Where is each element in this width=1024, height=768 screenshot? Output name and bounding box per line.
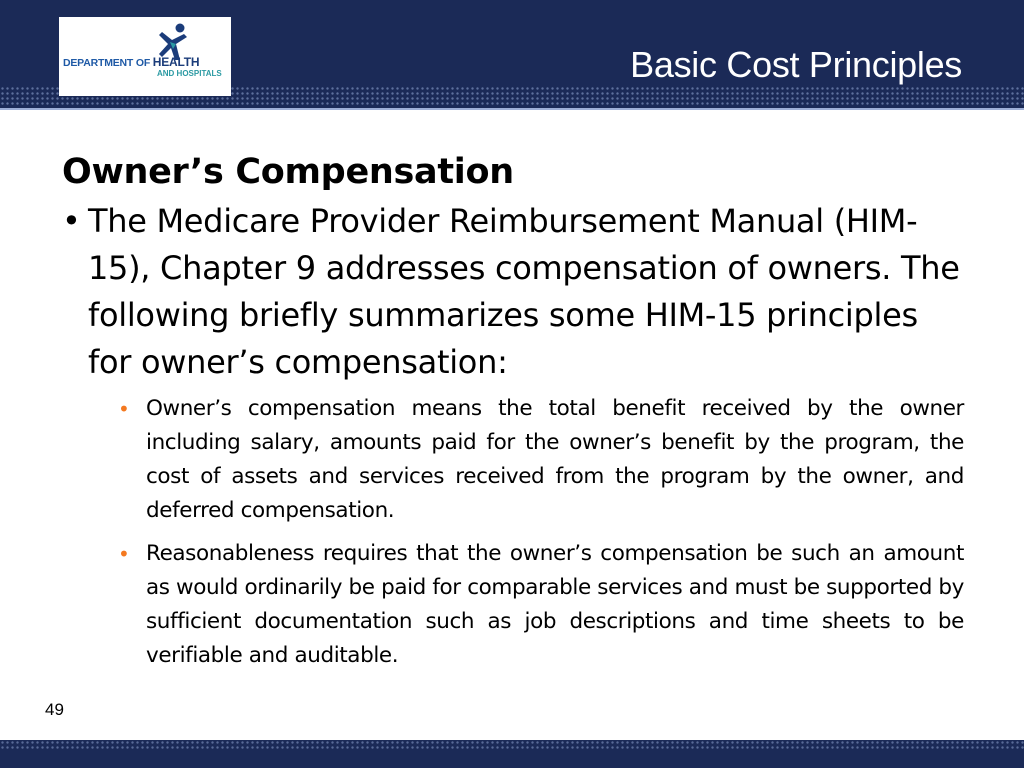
slide-title: Basic Cost Principles — [630, 44, 962, 85]
bullet-dot-icon: • — [62, 202, 81, 240]
logo-text-line1: DEPARTMENT OF HEALTH — [63, 55, 200, 69]
logo-text-line2: AND HOSPITALS — [157, 69, 222, 78]
sub-bullet — [118, 537, 964, 673]
footer-bar — [0, 740, 1024, 768]
header-divider — [0, 108, 1024, 110]
slide-content — [62, 152, 964, 682]
sub-bullet-text: Owner’s compensation means the total benefit received by the owner including salary, amounts paid for the owner’s benefit by the program, the cost of assets and services received from the program by the owner, and deferred compensation. — [146, 396, 964, 523]
main-bullet-text: The Medicare Provider Reimbursement Manual (HIM-15), Chapter 9 addresses compensation of owners. The following briefly summarizes some HIM-15 principles for owner’s compensation: — [88, 202, 960, 381]
sub-bullet-list — [118, 392, 964, 673]
main-bullet — [62, 198, 964, 386]
footer-dot-pattern — [0, 740, 1024, 750]
page-number: 49 — [45, 700, 64, 719]
section-heading: Owner’s Compensation — [62, 152, 514, 192]
orange-bullet-icon: • — [118, 397, 130, 421]
sub-bullet-text: Reasonableness requires that the owner’s compensation be such an amount as would ordinarily be paid for comparable services and must be supported by sufficient documentation such as job descriptions and time sheets to be verifiable and auditable. — [146, 541, 964, 668]
header-bar — [0, 0, 1024, 110]
sub-bullet — [118, 392, 964, 528]
department-logo — [59, 17, 231, 96]
orange-bullet-icon: • — [118, 542, 130, 566]
